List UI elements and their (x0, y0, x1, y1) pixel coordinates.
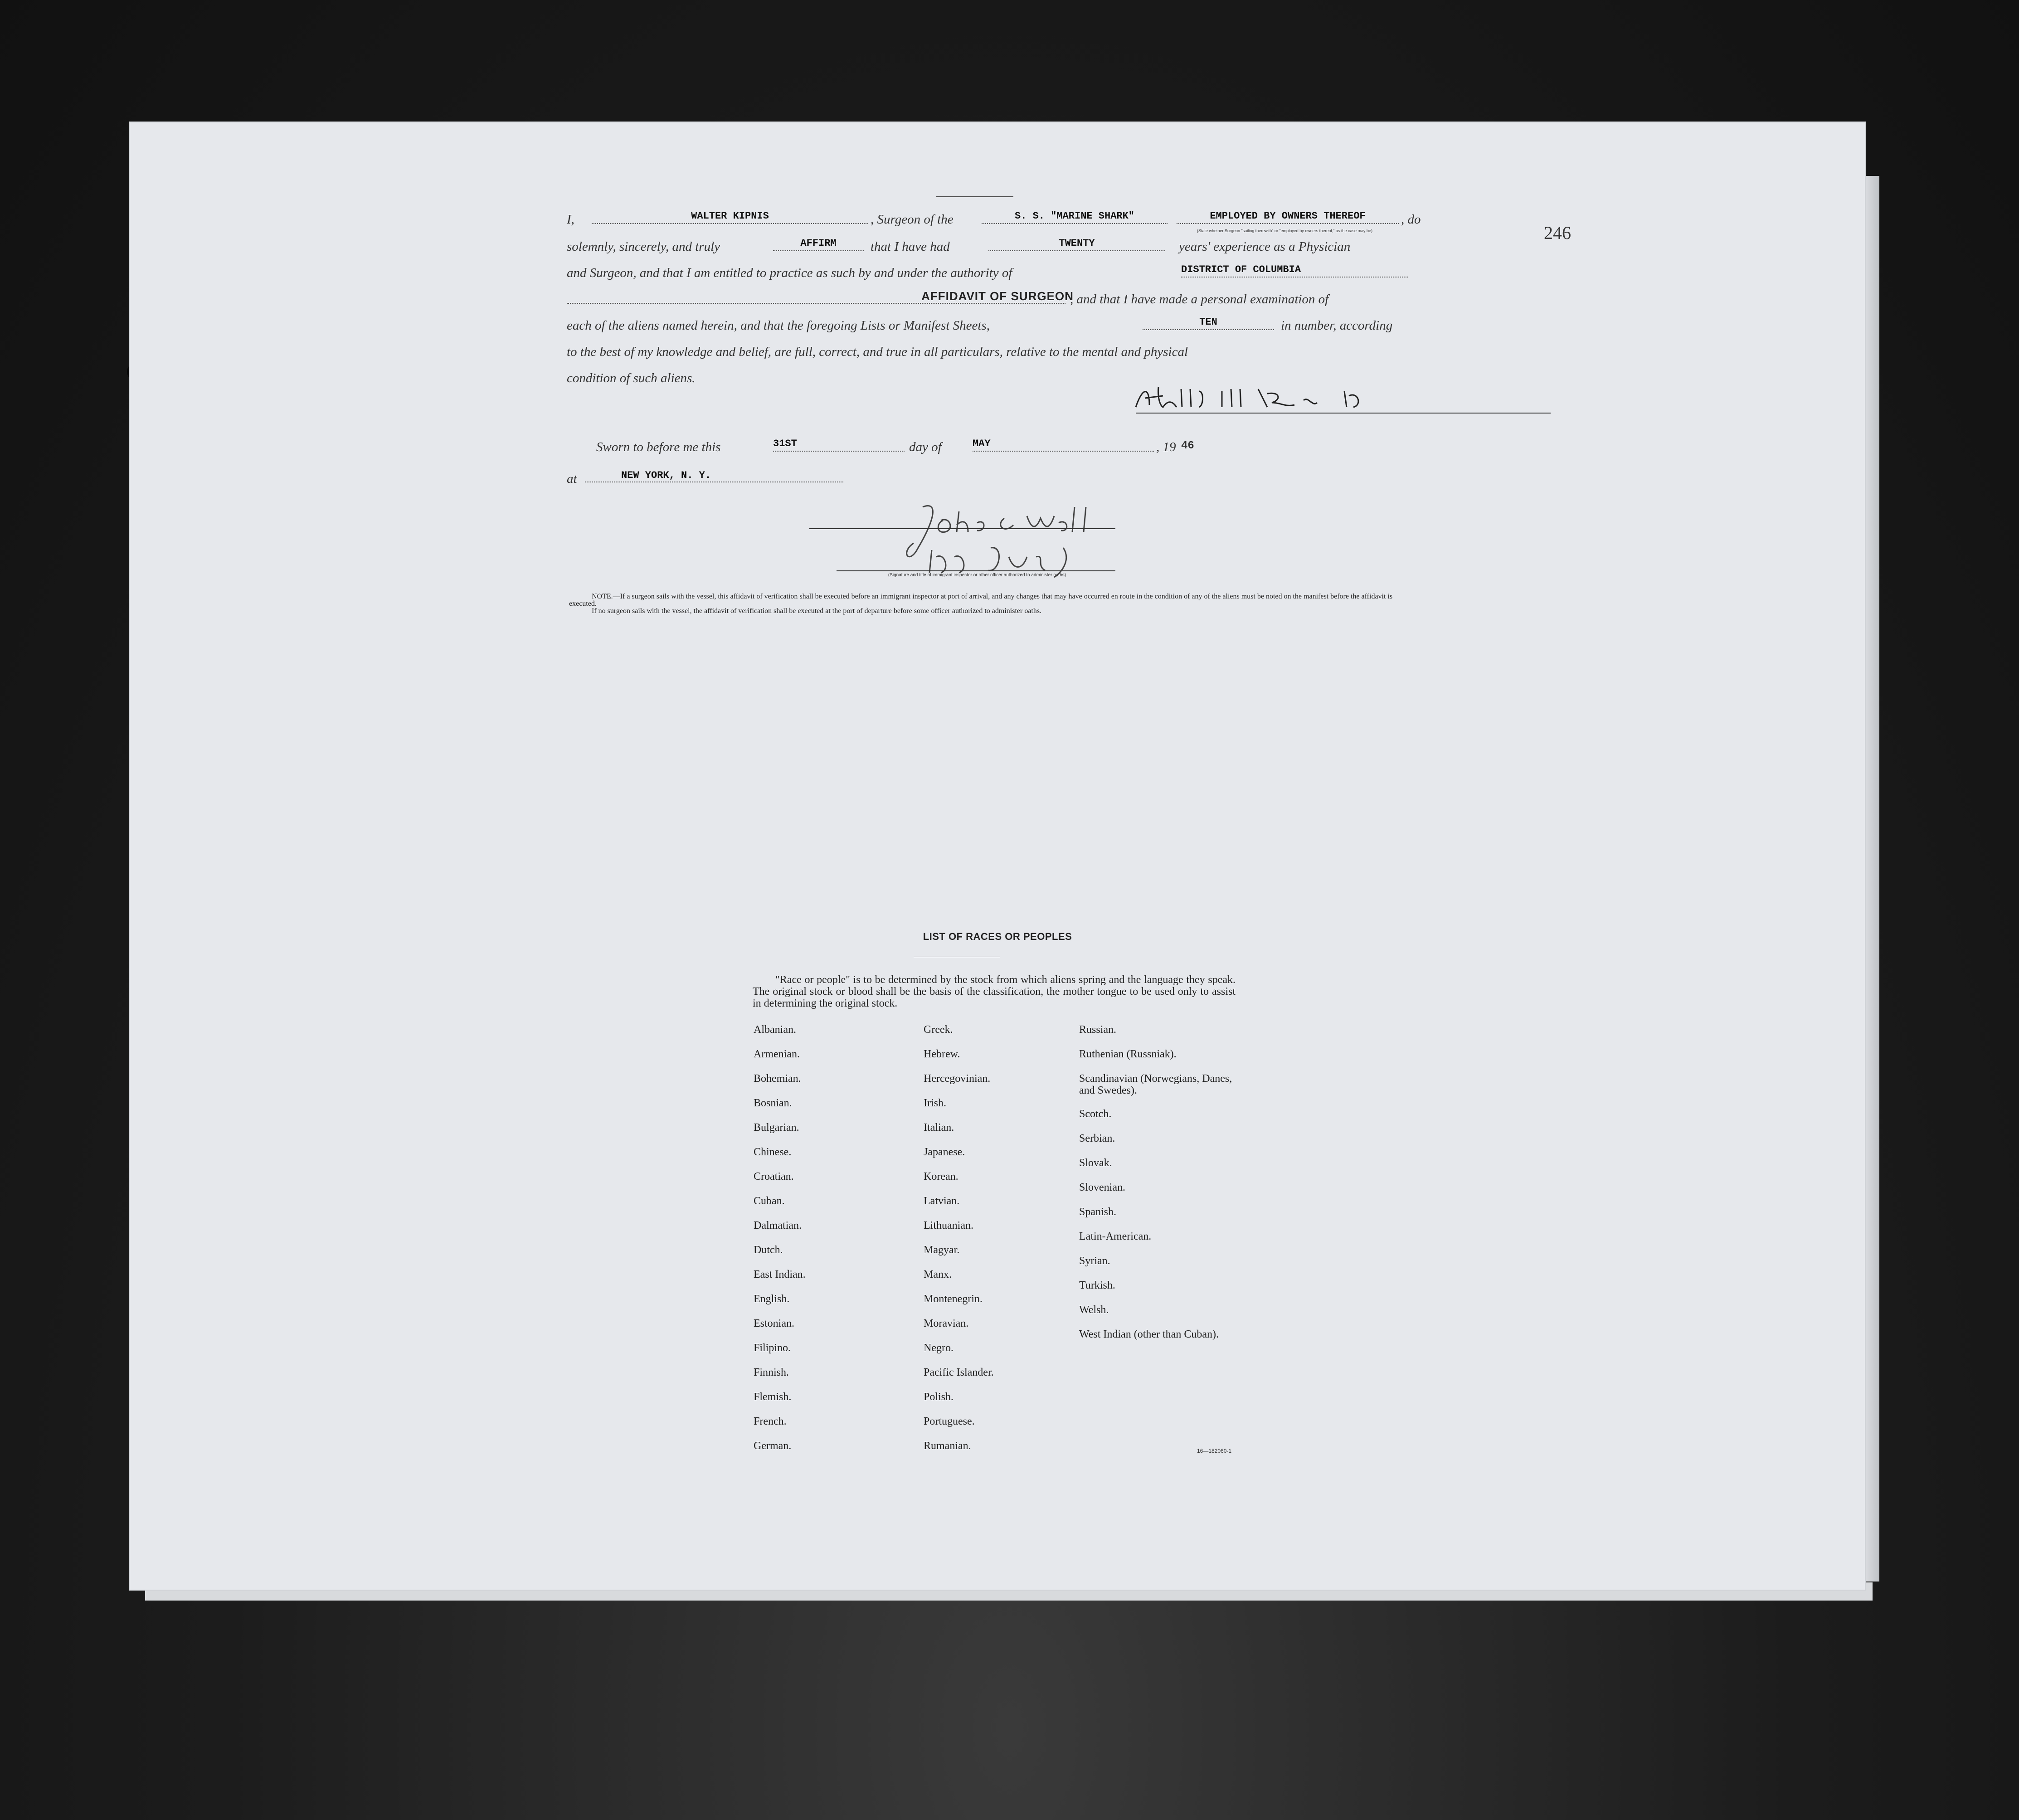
sworn-prefix: Sworn to before me this (596, 440, 721, 454)
race-item: Syrian. (1079, 1255, 1110, 1267)
race-item: Spanish. (1079, 1206, 1117, 1218)
race-item: Turkish. (1079, 1280, 1115, 1291)
page-number: 246 (1544, 223, 1571, 243)
officer-signature-line-1 (809, 528, 1115, 529)
race-item: Welsh. (1079, 1304, 1109, 1316)
affidavit-note (569, 593, 1421, 615)
surgeon-name-field: WALTER KIPNIS (592, 209, 868, 224)
race-item: Lithuanian. (924, 1220, 973, 1231)
line4-end: , and that I have made a personal examination of (1070, 292, 1329, 307)
race-item: Russian. (1079, 1024, 1117, 1036)
race-item: Dalmatian. (754, 1220, 802, 1231)
surgeon-signature-line (1136, 413, 1551, 414)
authority-field: DISTRICT OF COLUMBIA (1181, 263, 1408, 277)
race-item: Rumanian. (924, 1440, 971, 1452)
affidavit-line-7: condition of such aliens. (567, 371, 696, 385)
oath-field: AFFIRM (773, 237, 864, 251)
sworn-year: 46 (1181, 440, 1194, 452)
line1-end: , do (1401, 212, 1421, 227)
employment-field: EMPLOYED BY OWNERS THEREOF (1177, 209, 1399, 224)
form-number: 16—182060-1 (1197, 1448, 1232, 1454)
line1-prefix: I, (567, 212, 574, 227)
line2-mid: that I have had (871, 239, 950, 254)
race-item: Latvian. (924, 1195, 960, 1207)
line2-end: years' experience as a Physician (1179, 239, 1351, 254)
day-of-label: day of (909, 440, 942, 454)
race-item: Filipino. (754, 1342, 791, 1354)
sworn-month-field: MAY (973, 437, 1154, 452)
race-item: Greek. (924, 1024, 953, 1036)
race-item: Polish. (924, 1391, 954, 1403)
line2-prefix: solemnly, sincerely, and truly (567, 239, 720, 254)
affidavit-title: AFFIDAVIT OF SURGEON (921, 289, 1074, 303)
race-item: Albanian. (754, 1024, 796, 1036)
race-item: Latin-American. (1079, 1231, 1152, 1242)
sheets-field: TEN (1143, 316, 1274, 330)
vessel-name-field: S. S. "MARINE SHARK" (982, 209, 1168, 224)
races-title: LIST OF RACES OR PEOPLES (923, 931, 1072, 942)
years-field: TWENTY (988, 237, 1165, 251)
race-item: Ruthenian (Russniak). (1079, 1048, 1177, 1060)
race-item: Cuban. (754, 1195, 785, 1207)
officer-signature-line-2 (837, 570, 1115, 571)
race-item: Estonian. (754, 1318, 794, 1329)
line5-end: in number, according (1281, 318, 1393, 333)
race-item: West Indian (other than Cuban). (1079, 1329, 1219, 1340)
note-paragraph-2: If no surgeon sails with the vessel, the affidavit of verification shall be executed at the port of departure before some officer authorized to administer oaths. (592, 607, 1042, 615)
race-item: Negro. (924, 1342, 954, 1354)
race-item: Scandinavian (Norwegians, Danes, and Swedes). (1079, 1073, 1232, 1096)
race-item: Montenegrin. (924, 1293, 983, 1305)
race-item: Flemish. (754, 1391, 792, 1403)
race-item: German. (754, 1440, 792, 1452)
employment-note: (State whether Surgeon "sailing therewith" or "employed by owners thereof," as the case may be) (1197, 229, 1372, 233)
races-column-2 (924, 1024, 994, 1465)
title-underline (936, 196, 1013, 197)
race-item: Japanese. (924, 1146, 965, 1158)
race-item: Pacific Islander. (924, 1367, 994, 1378)
authority-continued-field (567, 289, 1065, 304)
race-item: French. (754, 1416, 787, 1427)
sworn-day-field: 31ST (773, 437, 905, 452)
race-item: Slovenian. (1079, 1182, 1125, 1193)
race-item: Bohemian. (754, 1073, 801, 1085)
place-prefix: at (567, 472, 577, 486)
races-intro: "Race or people" is to be determined by the stock from which aliens spring and the language they speak. The original stock or blood shall be the basis of the classification, the mother tongue to be used only to assist in determining the original stock. (753, 974, 1236, 1009)
race-item: Serbian. (1079, 1133, 1115, 1144)
affidavit-line-6: to the best of my knowledge and belief, are full, correct, and true in all particulars, relative to the mental and physical (567, 345, 1188, 359)
place-field: NEW YORK, N. Y. (585, 469, 843, 482)
races-column-1 (754, 1024, 806, 1465)
line3-prefix: and Surgeon, and that I am entitled to practice as such by and under the authority of (567, 266, 1012, 280)
officer-caption: (Signature and title of immigrant inspector or other officer authorized to administer oaths) (888, 573, 1066, 578)
race-item: Finnish. (754, 1367, 789, 1378)
year-prefix: , 19 (1156, 440, 1176, 454)
race-item: Chinese. (754, 1146, 792, 1158)
race-item: Slovak. (1079, 1157, 1112, 1169)
race-item: Armenian. (754, 1048, 800, 1060)
document-page (129, 122, 1866, 1591)
races-column-3 (1079, 1024, 1233, 1364)
line1-mid: , Surgeon of the (871, 212, 954, 227)
race-item: Dutch. (754, 1244, 783, 1256)
note-paragraph-1: NOTE.—If a surgeon sails with the vessel, this affidavit of verification shall be executed before an immigrant inspector at port of arrival, and any changes that may have occurred en route in the condition of any of the aliens must be noted on the manifest before the affidavit is executed. (569, 593, 1393, 608)
race-item: Italian. (924, 1122, 954, 1134)
race-item: Irish. (924, 1097, 946, 1109)
line5-prefix: each of the aliens named herein, and that the foregoing Lists or Manifest Sheets, (567, 318, 990, 333)
race-item: Bulgarian. (754, 1122, 799, 1134)
race-item: Hercegovinian. (924, 1073, 991, 1085)
race-item: Magyar. (924, 1244, 960, 1256)
race-item: East Indian. (754, 1269, 806, 1280)
race-item: Portuguese. (924, 1416, 975, 1427)
race-item: English. (754, 1293, 790, 1305)
race-item: Manx. (924, 1269, 952, 1280)
race-item: Hebrew. (924, 1048, 960, 1060)
race-item: Moravian. (924, 1318, 969, 1329)
race-item: Korean. (924, 1171, 958, 1183)
race-item: Scotch. (1079, 1108, 1112, 1120)
race-item: Croatian. (754, 1171, 794, 1183)
race-item: Bosnian. (754, 1097, 792, 1109)
